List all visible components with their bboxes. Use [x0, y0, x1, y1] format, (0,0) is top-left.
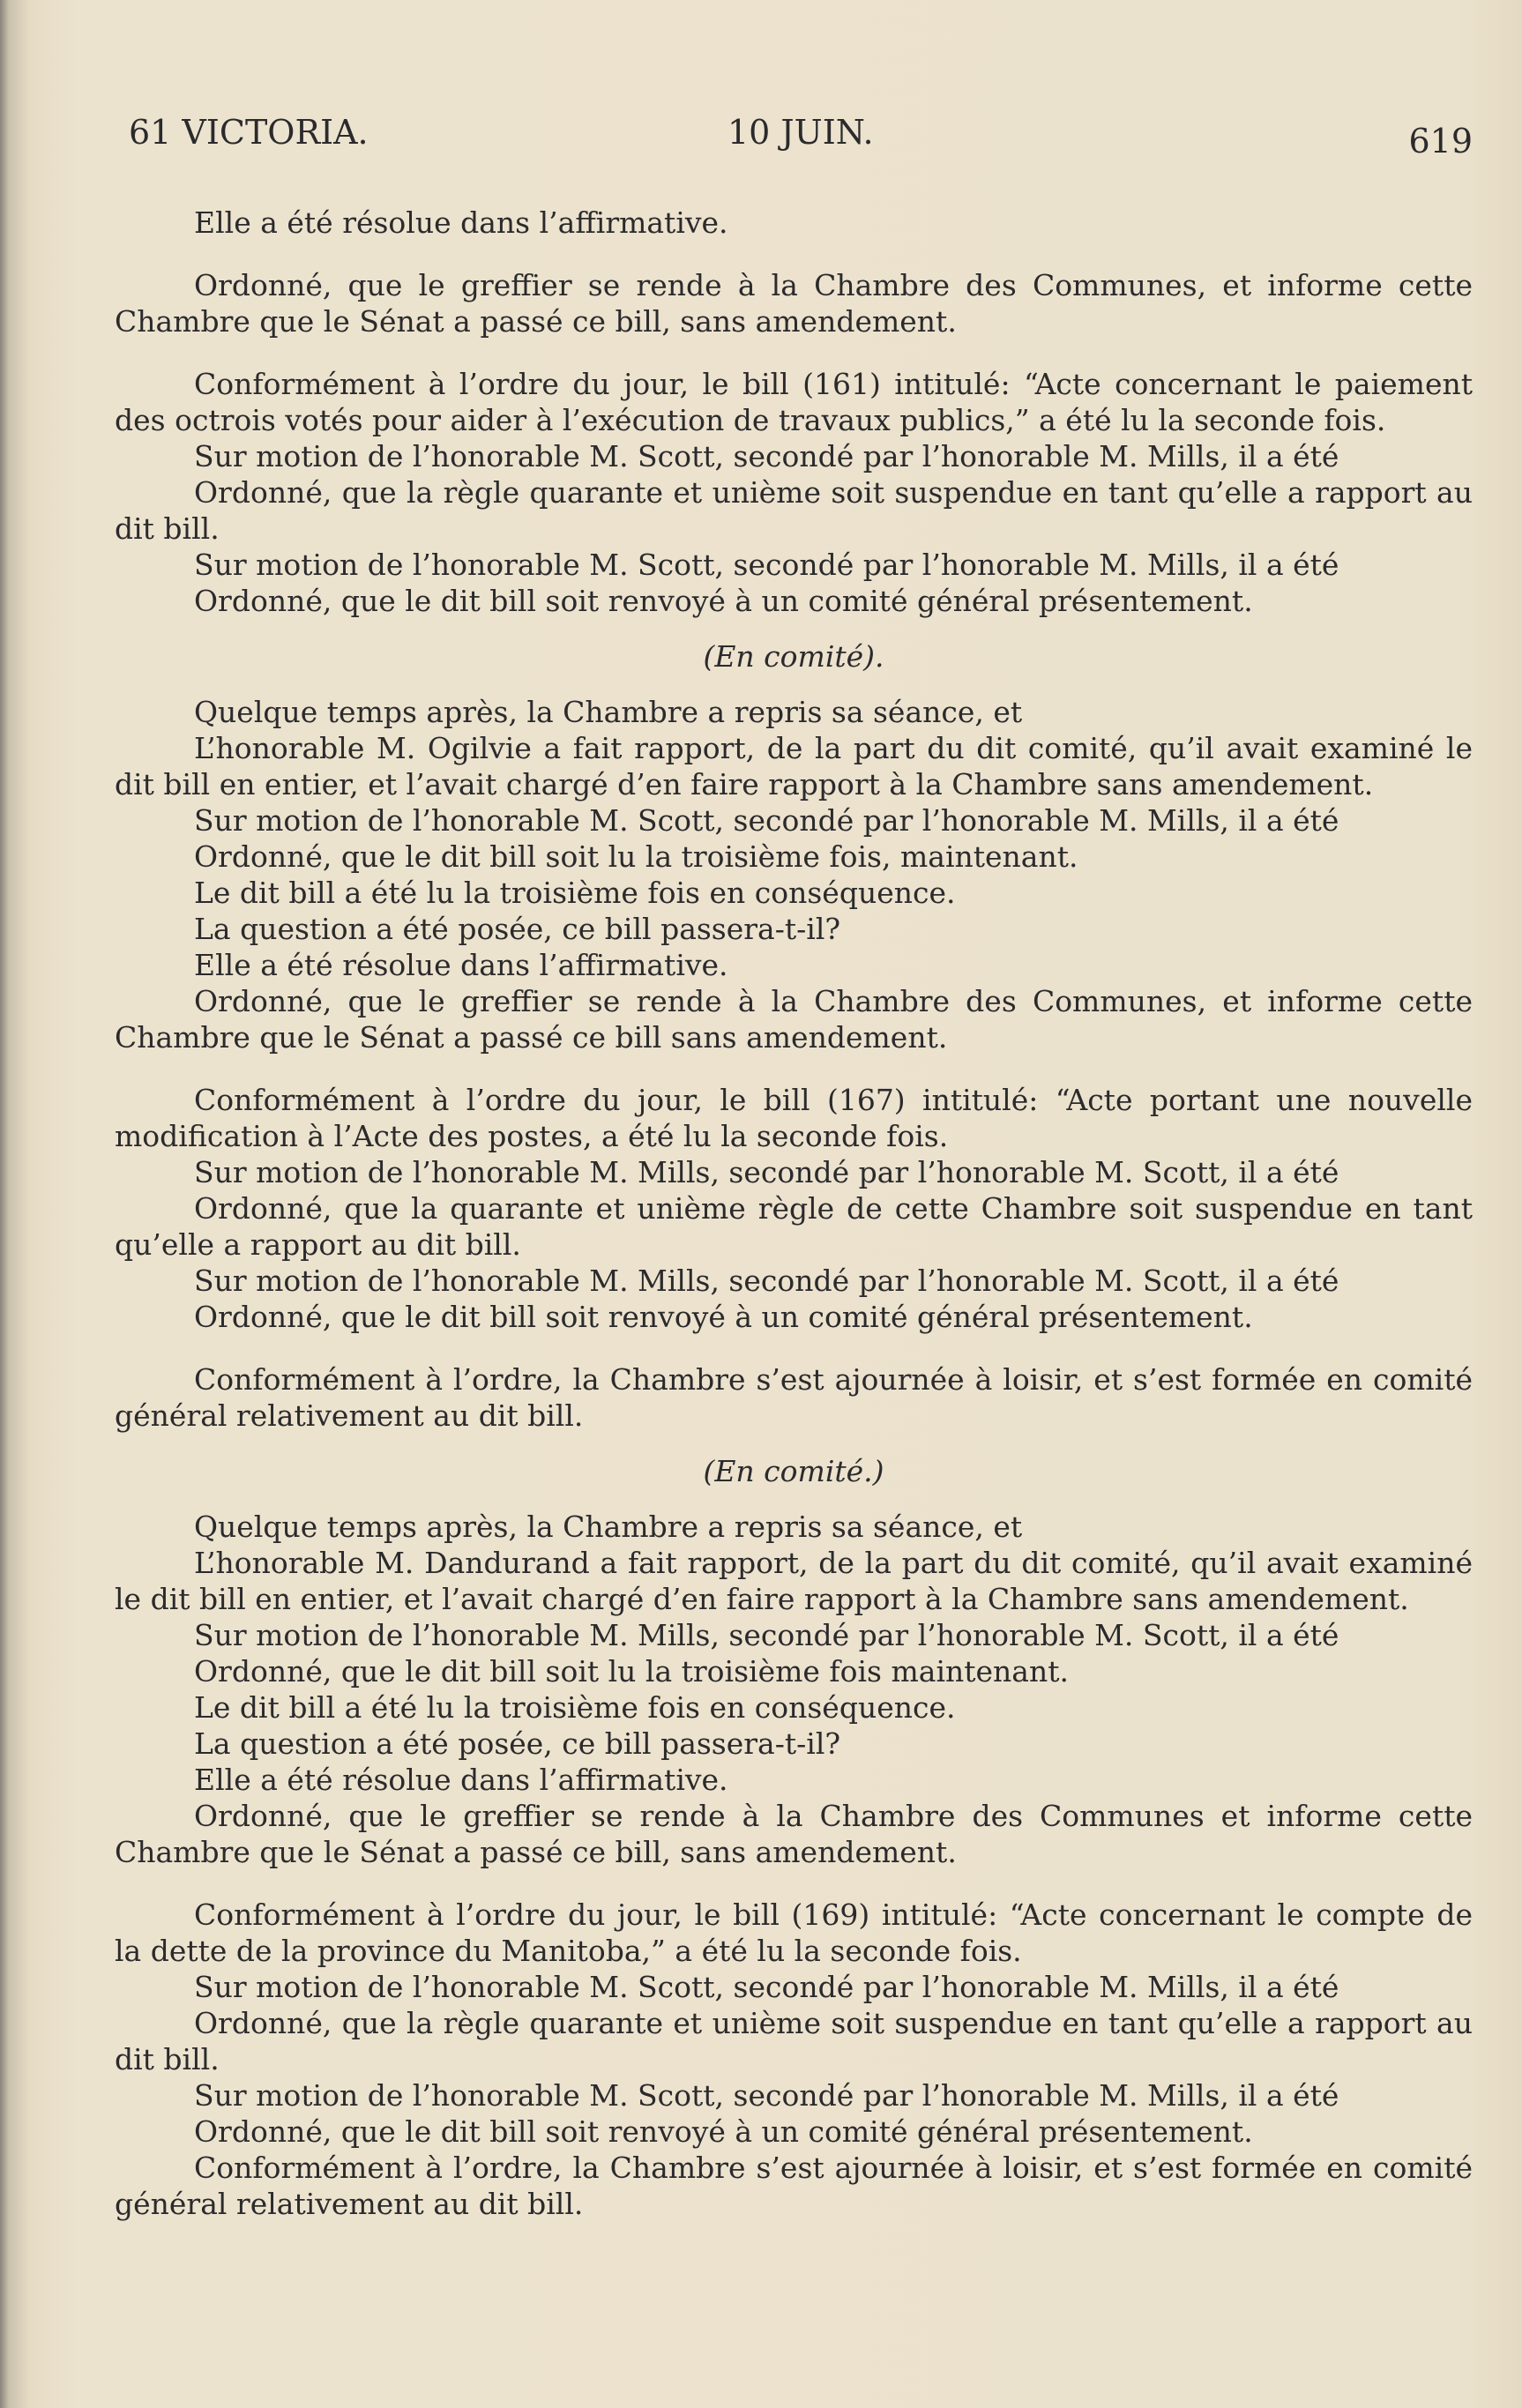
paragraph: Ordonné, que la règle quarante et unième soit suspendue en tant qu’elle a rapport au dit bill. — [115, 475, 1473, 546]
paragraph: Conformément à l’ordre du jour, le bill (169) intitulé: “Acte concernant le compte de la dette de la province du Manitoba,” a été lu la seconde fois. — [115, 1897, 1473, 1968]
header-session: 61 VICTORIA. — [129, 113, 369, 152]
paragraph: Le dit bill a été lu la troisième fois en conséquence. — [194, 876, 956, 910]
page-number: 619 — [1408, 122, 1473, 160]
paragraph: Sur motion de l’honorable M. Scott, secondé par l’honorable M. Mills, il a été — [194, 1970, 1339, 2004]
paragraph: Conformément à l’ordre, la Chambre s’est ajournée à loisir, et s’est formée en comité général relativement au dit bill. — [115, 1362, 1473, 1433]
paragraph: Sur motion de l’honorable M. Scott, secondé par l’honorable M. Mills, il a été — [194, 548, 1339, 582]
paragraph: L’honorable M. Ogilvie a fait rapport, de la part du dit comité, qu’il avait examiné le dit bill en entier, et l’avait chargé d’en faire rapport à la Chambre sans amendement. — [115, 731, 1473, 801]
paragraph: Ordonné, que le dit bill soit lu la troisième fois, maintenant. — [194, 839, 1078, 874]
paragraph: Elle a été résolue dans l’affirmative. — [194, 948, 728, 982]
paragraph: Conformément à l’ordre, la Chambre s’est ajournée à loisir, et s’est formée en comité général relativement au dit bill. — [115, 2151, 1473, 2221]
paragraph: La question a été posée, ce bill passera-t-il? — [194, 1726, 841, 1761]
paragraph: L’honorable M. Dandurand a fait rapport, de la part du dit comité, qu’il avait examiné le dit bill en entier, et l’avait chargé d’en faire rapport à la Chambre sans amendement. — [115, 1546, 1473, 1616]
paragraph: Sur motion de l’honorable M. Mills, secondé par l’honorable M. Scott, il a été — [194, 1264, 1339, 1298]
paragraph: Elle a été résolue dans l’affirmative. — [194, 1763, 728, 1797]
paragraph: La question a été posée, ce bill passera-t-il? — [194, 912, 841, 946]
paragraph: Ordonné, que le dit bill soit renvoyé à un comité général présentement. — [194, 1300, 1253, 1334]
paragraph: Sur motion de l’honorable M. Scott, secondé par l’honorable M. Mills, il a été — [194, 439, 1339, 473]
paragraph: Ordonné, que le greffier se rende à la Chambre des Communes et informe cette Chambre que le Sénat a passé ce bill, sans amendement. — [115, 1799, 1473, 1869]
paragraph: Sur motion de l’honorable M. Mills, secondé par l’honorable M. Scott, il a été — [194, 1155, 1339, 1189]
paragraph: Ordonné, que la règle quarante et unième soit suspendue en tant qu’elle a rapport au dit bill. — [115, 2006, 1473, 2076]
paragraph: Sur motion de l’honorable M. Mills, secondé par l’honorable M. Scott, il a été — [194, 1618, 1339, 1652]
paragraph: Ordonné, que le dit bill soit renvoyé à un comité général présentement. — [194, 584, 1253, 618]
section-heading: (En comité). — [703, 639, 884, 674]
paragraph: Ordonné, que le greffier se rende à la Chambre des Communes, et informe cette Chambre que le Sénat a passé ce bill, sans amendement. — [115, 268, 1473, 339]
paragraph: Sur motion de l’honorable M. Scott, secondé par l’honorable M. Mills, il a été — [194, 803, 1339, 838]
paragraph: Le dit bill a été lu la troisième fois en conséquence. — [194, 1690, 956, 1725]
paragraph: Ordonné, que le greffier se rende à la Chambre des Communes, et informe cette Chambre que le Sénat a passé ce bill sans amendement. — [115, 984, 1473, 1055]
paragraph: Ordonné, que la quarante et unième règle de cette Chambre soit suspendue en tant qu’elle a rapport au dit bill. — [115, 1191, 1473, 1262]
paragraph: Conformément à l’ordre du jour, le bill (161) intitulé: “Acte concernant le paiement des octrois votés pour aider à l’exécution de travaux publics,” a été lu la seconde fois. — [115, 367, 1473, 437]
paragraph: Sur motion de l’honorable M. Scott, secondé par l’honorable M. Mills, il a été — [194, 2078, 1339, 2113]
page-header — [123, 113, 1473, 166]
header-date: 10 JUIN. — [727, 113, 874, 152]
paragraph: Ordonné, que le dit bill soit renvoyé à un comité général présentement. — [194, 2114, 1253, 2149]
paragraph: Conformément à l’ordre du jour, le bill (167) intitulé: “Acte portant une nouvelle modification à l’Acte des postes, a été lu la seconde fois. — [115, 1083, 1473, 1153]
paragraph: Elle a été résolue dans l’affirmative. — [194, 205, 728, 240]
paragraph: Quelque temps après, la Chambre a repris sa séance, et — [194, 1510, 1023, 1544]
paragraph: Ordonné, que le dit bill soit lu la troisième fois maintenant. — [194, 1654, 1069, 1689]
page-body — [115, 205, 1473, 2222]
section-heading: (En comité.) — [703, 1454, 884, 1488]
paragraph: Quelque temps après, la Chambre a repris sa séance, et — [194, 695, 1023, 729]
